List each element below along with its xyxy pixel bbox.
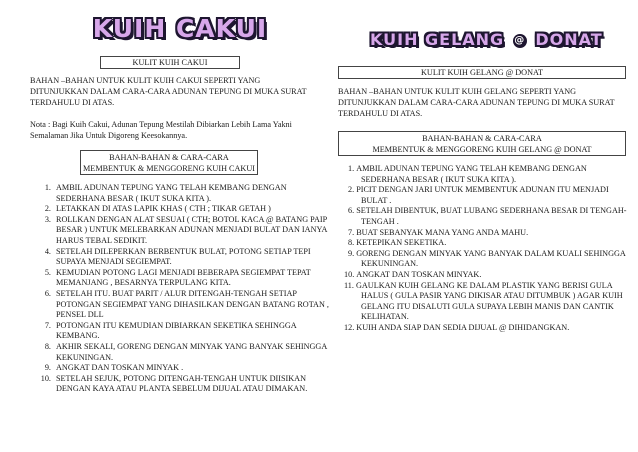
- cakui-method-header-line1: BAHAN-BAHAN & CARA-CARA: [109, 153, 229, 162]
- gelang-step-number: 11.: [344, 280, 354, 290]
- cakui-step: 7. POTONGAN ITU KEMUDIAN DIBIARKAN SEKETIKA SEHINGGA KEMBANG.: [53, 321, 335, 342]
- gelang-step: [338, 270, 628, 281]
- gelang-step-number: 1.: [348, 164, 355, 173]
- cakui-step: 1. AMBIL ADUNAN TEPUNG YANG TELAH KEMBANG DENGAN SEDERHANA BESAR ( IKUT SUKA KITA ).: [53, 183, 335, 204]
- gelang-step-text: SETELAH DIBENTUK, BUAT LUBANG SEDERHANA BESAR DI TENGAH-TENGAH .: [356, 206, 627, 226]
- cakui-step: 6. SETELAH ITU. BUAT PARIT / ALUR DITENGAH-TENGAH SETIAP POTONGAN SEGIEMPAT YANG DIHASILKAN DENGAN BATANG ROTAN , PENSEL DLL: [53, 289, 335, 321]
- cakui-method-header: [80, 150, 258, 175]
- gelang-method-header: [338, 131, 626, 156]
- gelang-step-text: GAULKAN KUIH GELANG KE DALAM PLASTIK YANG BERISI GULA HALUS ( GULA PASIR YANG DIKISAR ATAU DITUMBUK ) AGAR KUIH GELANG ITU DISALUTI GULA SUPAYA LEBIH MANIS DAN CANTIK KELIHATAN.: [355, 280, 623, 322]
- gelang-method-header-line2: MEMBENTUK & MENGGORENG KUIH GELANG @ DONAT: [372, 145, 592, 154]
- cakui-step: 8. AKHIR SEKALI, GORENG DENGAN MINYAK YANG BANYAK SEHINGGA KEKUNINGAN.: [53, 342, 335, 363]
- gelang-step: [338, 164, 628, 185]
- cakui-method-header-line2: MEMBENTUK & MENGGORENG KUIH CAKUI: [83, 164, 255, 173]
- at-sign-badge: @: [514, 34, 526, 46]
- kulit-kuih-cakui-text: BAHAN –BAHAN UNTUK KULIT KUIH CAKUI SEPERTI YANG DITUNJUKKAN DALAM CARA-CARA ADUNAN TEPUNG DI MUKA SURAT TERDAHULU DI ATAS.: [30, 76, 307, 108]
- gelang-step: [338, 249, 628, 270]
- cakui-step: 9. ANGKAT DAN TOSKAN MINYAK .: [53, 363, 335, 374]
- kuih-gelang-title-part2: DONAT: [535, 30, 603, 49]
- cakui-step: 2. LETAKKAN DI ATAS LAPIK KHAS ( CTH ; TIKAR GETAH ): [53, 204, 335, 215]
- kulit-kuih-cakui-header-text: KULIT KUIH CAKUI: [132, 58, 208, 67]
- cakui-step: 10. SETELAH SEJUK, POTONG DITENGAH-TENGAH UNTUK DIISIKAN DENGAN KAYA ATAU PLANTA SEBELUM DIJUAL ATAU DIMAKAN.: [53, 374, 335, 395]
- gelang-step-text: AMBIL ADUNAN TEPUNG YANG TELAH KEMBANG DENGAN SEDERHANA BESAR ( IKUT SUKA KITA ).: [356, 164, 587, 184]
- gelang-step-text: ANGKAT DAN TOSKAN MINYAK.: [356, 269, 482, 279]
- cakui-step: 4. SETELAH DILEPERKAN BERBENTUK BULAT, POTONG SETIAP TEPI SUPAYA MENJADI SEGIEMPAT.: [53, 247, 335, 268]
- gelang-step-number: 10.: [344, 269, 355, 279]
- gelang-step: [338, 185, 628, 206]
- gelang-step-number: 12.: [344, 322, 355, 332]
- kulit-kuih-cakui-header: [100, 56, 240, 69]
- gelang-method-header-line1: BAHAN-BAHAN & CARA-CARA: [422, 134, 542, 143]
- kuih-gelang-donat-title: [370, 30, 603, 49]
- gelang-step-number: 7.: [348, 227, 355, 237]
- gelang-step: [338, 238, 628, 249]
- gelang-step-number: 8.: [348, 238, 355, 248]
- cakui-steps-list: [33, 183, 335, 395]
- kulit-kuih-gelang-header: [338, 66, 626, 79]
- gelang-steps-list: [338, 164, 628, 334]
- gelang-step: [338, 323, 628, 334]
- gelang-step: [338, 206, 628, 227]
- gelang-step-number: 9.: [348, 248, 355, 258]
- gelang-step: [338, 228, 628, 239]
- gelang-step-text: PICIT DENGAN JARI UNTUK MEMBENTUK ADUNAN ITU MENJADI BULAT .: [356, 185, 609, 205]
- gelang-step: [338, 281, 628, 323]
- gelang-step-text: BUAT SEBANYAK MANA YANG ANDA MAHU.: [356, 227, 529, 237]
- kulit-kuih-gelang-text: BAHAN –BAHAN UNTUK KULIT KUIH GELANG SEPERTI YANG DITUNJUKKAN DALAM CARA-CARA ADUNAN TEPUNG DI MUKA SURAT TERDAHULU DI ATAS.: [338, 87, 615, 119]
- kuih-cakui-title: KUIH CAKUI: [92, 14, 268, 43]
- kulit-kuih-gelang-header-text: KULIT KUIH GELANG @ DONAT: [421, 68, 543, 77]
- cakui-step: 5. KEMUDIAN POTONG LAGI MENJADI BEBERAPA SEGIEMPAT TEPAT MEMANJANG , BESARNYA TERPULANG KITA.: [53, 268, 335, 289]
- kuih-gelang-title-part1: KUIH GELANG: [370, 30, 505, 49]
- gelang-step-text: KETEPIKAN SEKETIKA.: [356, 238, 447, 248]
- gelang-step-text: GORENG DENGAN MINYAK YANG BANYAK DALAM KUALI SEHINGGA KEKUNINGAN.: [356, 248, 626, 269]
- nota-text: Nota : Bagi Kuih Cakui, Adunan Tepung Mestilah Dibiarkan Lebih Lama Yakni Semalaman Jika Untuk Digoreng Keesokannya.: [30, 120, 292, 141]
- gelang-step-text: KUIH ANDA SIAP DAN SEDIA DIJUAL @ DIHIDANGKAN.: [356, 322, 570, 332]
- gelang-step-number: 2.: [348, 185, 355, 195]
- cakui-step: 3. ROLLKAN DENGAN ALAT SESUAI ( CTH; BOTOL KACA @ BATANG PAIP BESAR ) UNTUK MELEBARKAN ADUNAN MENJADI BULAT DAN IANYA HARUS TEBAL SEDIKIT.: [53, 215, 335, 247]
- gelang-step-number: 6.: [348, 206, 355, 216]
